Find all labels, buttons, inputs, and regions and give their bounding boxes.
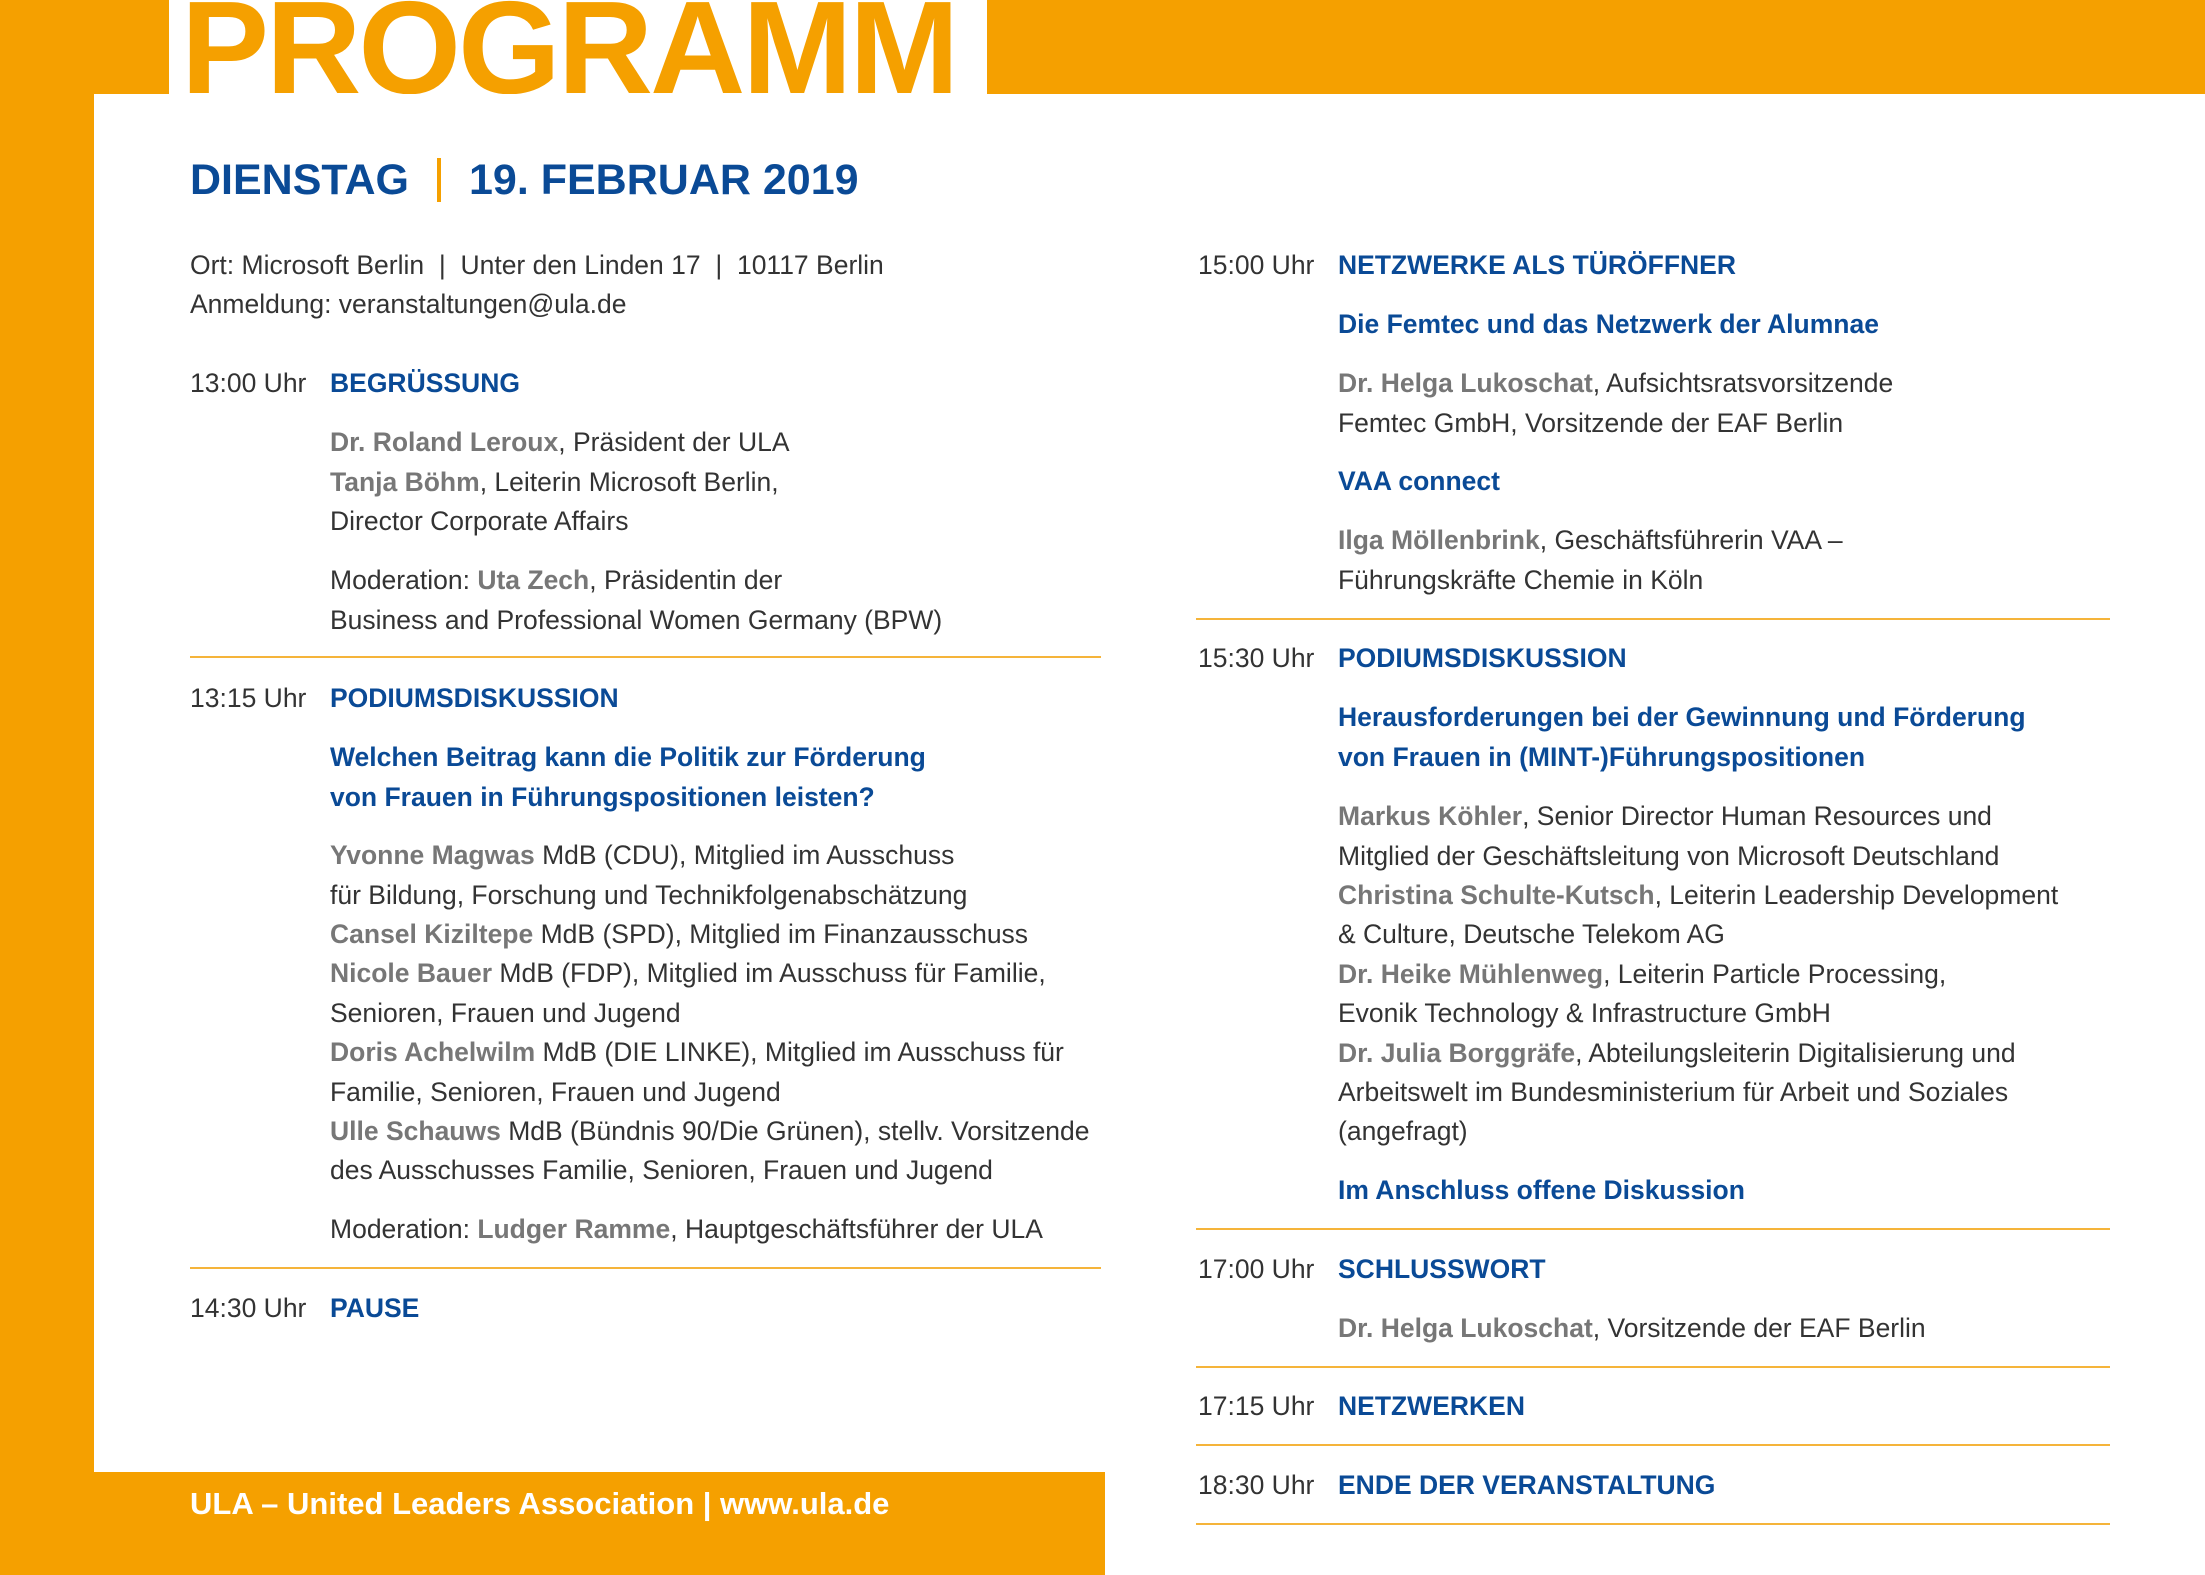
subtitle-line [1338, 738, 2026, 777]
speaker-line [1338, 1073, 2058, 1112]
line-text: Mitglied der Geschäftsleitung von Microsoft Deutschland [1338, 840, 2000, 871]
subtitle-line [330, 738, 926, 777]
subtitle-line [1338, 462, 1500, 501]
line-text: Führungskräfte Chemie in Köln [1338, 564, 1704, 595]
session-time: 14:30 Uhr [190, 1293, 307, 1324]
speaker-name: Ulle Schauws [330, 1116, 501, 1147]
divider [190, 1267, 1101, 1269]
line-text: , Abteilungsleiterin Digitalisierung und [1575, 1037, 2016, 1068]
speaker-line [330, 502, 790, 541]
line-text: & Culture, Deutsche Telekom AG [1338, 919, 1725, 950]
speaker-name: Doris Achelwilm [330, 1037, 536, 1068]
weekday: DIENSTAG [190, 156, 409, 204]
line-text: Senioren, Frauen und Jugend [330, 997, 681, 1028]
line-text: , Geschäftsführerin VAA – [1539, 525, 1843, 556]
speaker-line [330, 876, 1090, 915]
divider [1196, 618, 2110, 620]
speaker-line [1338, 915, 2058, 954]
session-time: 17:00 Uhr [1198, 1254, 1315, 1285]
speaker-line [330, 1073, 1090, 1112]
session-subtitle [1338, 305, 1879, 344]
speaker-list [1338, 797, 2058, 1152]
speaker-name: Yvonne Magwas [330, 840, 535, 871]
speaker-list [330, 1210, 1043, 1249]
line-text: Director Corporate Affairs [330, 506, 629, 537]
speaker-line [1338, 561, 1843, 600]
speaker-name: Markus Köhler [1338, 801, 1523, 832]
speaker-line [330, 1151, 1090, 1190]
line-text: , Leiterin Particle Processing, [1603, 958, 1947, 989]
speaker-name: Dr. Helga Lukoschat [1338, 1313, 1593, 1344]
speaker-name: Tanja Böhm [330, 466, 480, 497]
session-title: NETZWERKE ALS TÜRÖFFNER [1338, 250, 1736, 281]
speaker-name: Uta Zech [477, 565, 590, 596]
line-text: Die Femtec und das Netzwerk der Alumnae [1338, 309, 1879, 340]
speaker-line [1338, 837, 2058, 876]
speaker-list [1338, 364, 1893, 443]
session-time: 17:15 Uhr [1198, 1391, 1315, 1422]
session-subtitle [330, 738, 926, 817]
session-subtitle [1338, 698, 2026, 777]
speaker-line [1338, 1112, 2058, 1151]
line-text: MdB (DIE LINKE), Mitglied im Ausschuss für [535, 1037, 1064, 1068]
session-title: SCHLUSSWORT [1338, 1254, 1546, 1285]
speaker-line [330, 561, 942, 600]
speaker-list [1338, 1309, 1926, 1348]
divider [1196, 1523, 2110, 1525]
speaker-line [1338, 994, 2058, 1033]
page-title: PROGRAMM [181, 0, 957, 94]
line-text: Familie, Senioren, Frauen und Jugend [330, 1076, 781, 1107]
session-time: 18:30 Uhr [1198, 1470, 1315, 1501]
date-heading [190, 156, 859, 204]
line-text: MdB (FDP), Mitglied im Ausschuss für Familie, [492, 958, 1046, 989]
speaker-line [330, 915, 1090, 954]
speaker-line [1338, 1309, 1926, 1348]
line-text: , Senior Director Human Resources und [1522, 801, 1992, 832]
line-text: , Leiterin Microsoft Berlin, [479, 466, 779, 497]
speaker-line [330, 463, 790, 502]
line-text: Im Anschluss offene Diskussion [1338, 1175, 1745, 1206]
session-title: PODIUMSDISKUSSION [1338, 643, 1627, 674]
line-text: des Ausschusses Familie, Senioren, Frauen und Jugend [330, 1155, 993, 1186]
session-title: PODIUMSDISKUSSION [330, 683, 619, 714]
speaker-line [1338, 404, 1893, 443]
divider [1196, 1444, 2110, 1446]
speaker-line [330, 994, 1090, 1033]
speaker-name: Cansel Kiziltepe [330, 919, 534, 950]
line-text: Arbeitswelt im Bundesministerium für Arbeit und Soziales [1338, 1077, 2009, 1108]
line-text: MdB (Bündnis 90/Die Grünen), stellv. Vorsitzende [500, 1116, 1090, 1147]
line-text: Herausforderungen bei der Gewinnung und Förderung [1338, 702, 2026, 733]
speaker-line [1338, 955, 2058, 994]
line-text: , Hauptgeschäftsführer der ULA [670, 1214, 1043, 1245]
line-text: MdB (SPD), Mitglied im Finanzausschuss [533, 919, 1029, 950]
line-text: (angefragt) [1338, 1116, 1468, 1147]
line-text: Business and Professional Women Germany (BPW) [330, 604, 943, 635]
session-subtitle [1338, 1171, 1745, 1210]
speaker-line [330, 1033, 1090, 1072]
label-text: Moderation: [330, 565, 478, 596]
speaker-line [330, 1210, 1043, 1249]
speaker-line [1338, 521, 1843, 560]
session-title: PAUSE [330, 1293, 420, 1324]
session-title: NETZWERKEN [1338, 1391, 1525, 1422]
speaker-name: Dr. Julia Borggräfe [1338, 1037, 1576, 1068]
speaker-line [1338, 1034, 2058, 1073]
speaker-line [330, 954, 1090, 993]
subtitle-line [330, 778, 926, 817]
speaker-name: Dr. Heike Mühlenweg [1338, 958, 1604, 989]
line-text: MdB (CDU), Mitglied im Ausschuss [534, 840, 955, 871]
speaker-name: Ilga Möllenbrink [1338, 525, 1540, 556]
speaker-line [1338, 364, 1893, 403]
line-text: für Bildung, Forschung und Technikfolgenabschätzung [330, 879, 968, 910]
session-time: 15:00 Uhr [1198, 250, 1315, 281]
line-text: von Frauen in (MINT-)Führungspositionen [1338, 741, 1866, 772]
line-text: VAA connect [1338, 466, 1500, 497]
speaker-line [1338, 797, 2058, 836]
speaker-line [1338, 876, 2058, 915]
speaker-list [330, 836, 1090, 1191]
session-title: ENDE DER VERANSTALTUNG [1338, 1470, 1716, 1501]
speaker-name: Dr. Helga Lukoschat [1338, 368, 1593, 399]
line-text: , Präsident der ULA [558, 427, 790, 458]
separator [437, 158, 441, 202]
footer-text: ULA – United Leaders Association | www.ula.de [190, 1486, 890, 1521]
divider [190, 656, 1101, 658]
registration-email: Anmeldung: veranstaltungen@ula.de [190, 289, 627, 319]
line-text: Evonik Technology & Infrastructure GmbH [1338, 998, 1831, 1029]
subtitle-line [1338, 1171, 1745, 1210]
divider [1196, 1228, 2110, 1230]
line-text: , Vorsitzende der EAF Berlin [1592, 1313, 1926, 1344]
speaker-line [330, 836, 1090, 875]
subtitle-line [1338, 698, 2026, 737]
speaker-name: Ludger Ramme [477, 1214, 671, 1245]
session-time: 13:00 Uhr [190, 368, 307, 399]
session-time: 15:30 Uhr [1198, 643, 1315, 674]
line-text: von Frauen in Führungspositionen leisten? [330, 781, 875, 812]
title-box [169, 0, 987, 94]
session-subtitle [1338, 462, 1500, 501]
speaker-name: Dr. Roland Leroux [330, 427, 559, 458]
session-title: BEGRÜSSUNG [330, 368, 520, 399]
label-text: Moderation: [330, 1214, 478, 1245]
speaker-line [330, 601, 942, 640]
divider [1196, 1366, 2110, 1368]
subtitle-line [1338, 305, 1879, 344]
line-text: , Präsidentin der [589, 565, 783, 596]
session-time: 13:15 Uhr [190, 683, 307, 714]
speaker-list [1338, 521, 1843, 600]
line-text: , Leiterin Leadership Development [1654, 880, 2059, 911]
speaker-list [330, 423, 790, 541]
venue-location: Ort: Microsoft Berlin | Unter den Linden 17 | 10117 Berlin [190, 250, 884, 280]
line-text: Welchen Beitrag kann die Politik zur Förderung [330, 742, 926, 773]
event-date: 19. FEBRUAR 2019 [469, 156, 859, 204]
line-text: , Aufsichtsratsvorsitzende [1592, 368, 1894, 399]
speaker-line [330, 1112, 1090, 1151]
speaker-name: Christina Schulte-Kutsch [1338, 880, 1655, 911]
line-text: Femtec GmbH, Vorsitzende der EAF Berlin [1338, 407, 1844, 438]
speaker-name: Nicole Bauer [330, 958, 493, 989]
left-orange-strip [0, 0, 94, 1575]
speaker-line [330, 423, 790, 462]
speaker-list [330, 561, 942, 640]
